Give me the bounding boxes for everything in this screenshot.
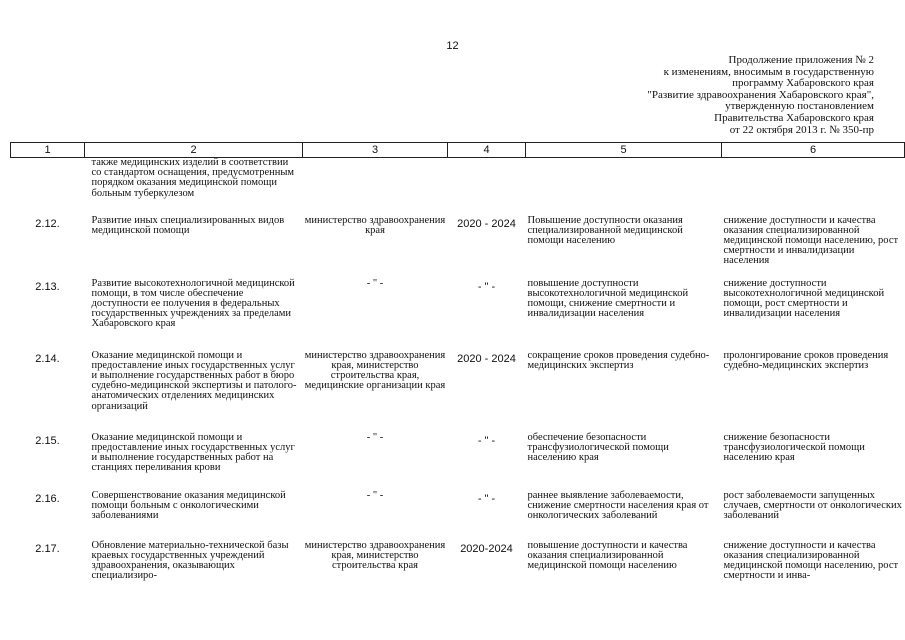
header-line: утвержденную постановлением (725, 100, 874, 113)
expected-result: раннее выявление заболеваемости, снижение смертности населения края от онкологических заболеваний (527, 489, 709, 521)
expected-result: повышение доступности высокотехнологичной медицинской помощи, снижение смертности и инвалидизации населения (527, 277, 689, 320)
period (448, 158, 526, 216)
table-row (11, 351, 905, 433)
expected-result: сокращение сроков проведения судебно-медицинских экспертиз (527, 349, 710, 371)
column-header: 5 (526, 143, 722, 158)
table-row (11, 279, 905, 351)
executor: - " - (366, 489, 384, 501)
measure-name: Совершенствование оказания медицинской помощи больным с онкологическими заболеваниями (91, 489, 286, 521)
executor: министерство здравоохранения края, министерство строительства края, медицинские организации края (304, 349, 446, 392)
measure-name: Развитие высокотехнологичной медицинской помощи, в том числе обеспечение доступности ее получения в федеральных государственных учреждениях за пределами Хабаровского края (91, 277, 295, 330)
consequences: снижение доступности и качества оказания специализированной медицинской помощи населению, рост смертности и инва- (723, 539, 899, 582)
column-header: 4 (448, 143, 526, 158)
row-number: 2.16. (35, 492, 60, 505)
consequences (722, 158, 905, 216)
row-number: 2.17. (35, 542, 60, 555)
row-number: 2.13. (35, 280, 60, 293)
header-line: к изменениям, вносимым в государственную (663, 65, 874, 78)
measure-name: также медицинских изделий в соответствии со стандартом оснащения, предусмотренным порядком оказания медицинской помощи больным туберкулезом (91, 157, 295, 199)
table-row (11, 158, 905, 216)
period: - " - (477, 434, 496, 447)
row-number: 2.12. (35, 217, 60, 230)
column-header: 2 (85, 143, 303, 158)
expected-result: Повышение доступности оказания специализированной медицинской помощи населению (527, 214, 683, 246)
expected-result: обеспечение безопасности трансфузиологической помощи населению края (527, 431, 669, 463)
header-line: Правительства Хабаровского края (714, 111, 874, 124)
period: 2020-2024 (460, 542, 513, 555)
column-header: 6 (722, 143, 905, 158)
period: - " - (477, 492, 496, 505)
measure-name: Оказание медицинской помощи и предоставление иных государственных услуг и выполнение государственных работ на станциях переливания крови (91, 431, 295, 474)
expected-result: повышение доступности и качества оказания специализированной медицинской помощи населению (527, 539, 688, 571)
column-header: 1 (11, 143, 85, 158)
header-line: "Развитие здравоохранения Хабаровского края", (647, 88, 874, 101)
column-header: 3 (303, 143, 448, 158)
consequences: пролонгирование сроков проведения судебно-медицинских экспертиз (723, 349, 889, 371)
header-line: от 22 октября 2013 г. № 350-пр (729, 123, 874, 136)
measures-table (10, 142, 905, 589)
consequences: рост заболеваемости запущенных случаев, смертности от онкологических заболеваний (723, 489, 902, 521)
measure-name: Оказание медицинской помощи и предоставление иных государственных услуг и выполнение государственных работ в бюро судебно-медицинской экспертизы и патолого-анатомических отделениях медицинских организаций (91, 349, 297, 412)
executor: министерство здравоохранения края, министерство строительства края (304, 539, 446, 571)
row-number (11, 158, 85, 216)
table-row (11, 541, 905, 589)
period: - " - (477, 280, 496, 293)
measure-name: Обновление материально-технической базы краевых государственных учреждений здравоохранения, оказывающих специализиро- (91, 539, 289, 582)
table-row (11, 216, 905, 279)
consequences: снижение доступности и качества оказания специализированной медицинской помощи населению, рост смертности и инвалидизации населения (723, 214, 899, 267)
page-number: 12 (446, 40, 459, 52)
table-row (11, 433, 905, 491)
appendix-header (647, 55, 874, 136)
period: 2020 - 2024 (457, 217, 516, 230)
period: 2020 - 2024 (457, 352, 516, 365)
header-line: Продолжение приложения № 2 (728, 54, 874, 66)
consequences: снижение доступности высокотехнологичной медицинской помощи, рост смертности и инвалидизации населения (723, 277, 885, 320)
executor: - " - (366, 277, 384, 289)
consequences: снижение безопасности трансфузиологической помощи населению края (723, 431, 865, 463)
row-number: 2.15. (35, 434, 60, 447)
column-number-row (11, 143, 905, 158)
table-row (11, 491, 905, 541)
expected-result (526, 158, 722, 216)
row-number: 2.14. (35, 352, 60, 365)
executor: министерство здравоохранения края (304, 214, 446, 236)
executor: - " - (366, 431, 384, 443)
executor (303, 158, 448, 216)
measure-name: Развитие иных специализированных видов медицинской помощи (91, 214, 285, 236)
header-line: программу Хабаровского края (732, 77, 874, 90)
